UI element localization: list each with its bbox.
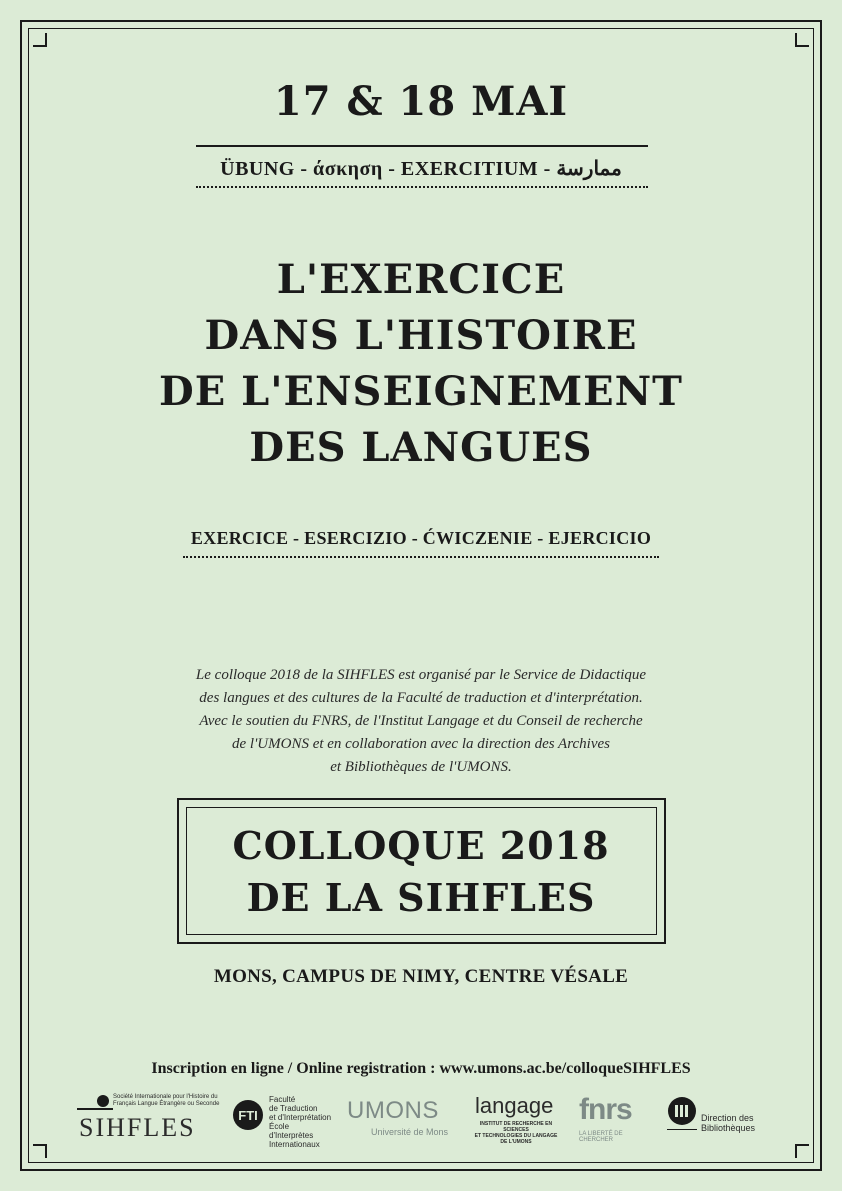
logo-text: Faculté — [269, 1095, 296, 1104]
fti-emblem-icon — [231, 1097, 265, 1133]
logo-subtitle: Français Langue Étrangère ou Seconde — [113, 1101, 220, 1107]
page-border-inner — [28, 28, 814, 1163]
logo-name: UMONS — [347, 1097, 439, 1124]
logo-name: SIHFLES — [79, 1113, 196, 1142]
sihfles-icon — [75, 1093, 115, 1115]
logo-text: de Traduction — [269, 1104, 318, 1113]
corner-ornament — [33, 33, 47, 47]
title-line: DE L'ENSEIGNEMENT — [159, 368, 683, 415]
logo-name: langage — [475, 1093, 554, 1118]
description-line: de l'UMONS et en collaboration avec la direction des Archives — [232, 736, 610, 752]
title-line: DES LANGUES — [249, 424, 593, 471]
description-line: Le colloque 2018 de la SIHFLES est organisé par le Service de Didactique — [195, 667, 647, 683]
description-line: des langues et des cultures de la Faculté de traduction et d'interprétation. — [199, 690, 643, 706]
logo-subtitle: ET TECHNOLOGIES DU LANGAGE — [474, 1133, 558, 1139]
page-title — [0, 252, 842, 476]
sponsor-logos — [75, 1093, 775, 1149]
event-date: 17 & 18 MAI — [273, 78, 569, 125]
title-line: L'EXERCICE — [276, 256, 566, 303]
logo-text: et d'Interprétation — [269, 1113, 332, 1122]
description — [0, 664, 842, 779]
languages-bottom: EXERCICE - ESERCIZIO - ĆWICZENIE - EJERCICIO — [190, 528, 652, 548]
divider-dotted — [196, 186, 648, 188]
library-icon — [667, 1096, 697, 1126]
description-line: Avec le soutien du FNRS, de l'Institut Langage et du Conseil de recherche — [199, 713, 643, 729]
logo-subtitle: Société Internationale pour l'Histoire du — [113, 1094, 218, 1100]
logo-subtitle: INSTITUT DE RECHERCHE EN SCIENCES — [479, 1121, 553, 1133]
logo-text: École d'Interprètes — [269, 1122, 314, 1140]
logo-name: fnrs — [579, 1093, 632, 1126]
registration-link[interactable]: Inscription en ligne / Online registration : www.umons.ac.be/colloqueSIHFLES — [151, 1060, 691, 1077]
logo-langage — [473, 1093, 563, 1143]
corner-ornament — [795, 1144, 809, 1158]
logo-fnrs — [575, 1093, 655, 1143]
logo-umons — [347, 1093, 457, 1143]
logo-subtitle: Université de Mons — [371, 1127, 449, 1137]
colloque-line: DE LA SIHFLES — [246, 875, 596, 920]
languages-top: ÜBUNG - άσκηση - EXERCITIUM - ممارسة — [220, 158, 622, 180]
svg-text:FTI: FTI — [238, 1108, 258, 1123]
logo-subtitle: DE L'UMONS — [500, 1139, 532, 1145]
description-line: et Bibliothèques de l'UMONS. — [330, 759, 512, 775]
logo-bibliotheques — [667, 1093, 777, 1143]
corner-ornament — [795, 33, 809, 47]
divider-dotted — [183, 556, 659, 558]
divider-line — [196, 145, 648, 147]
logo-subtitle: LA LIBERTÉ DE CHERCHER — [579, 1131, 623, 1143]
event-location: MONS, CAMPUS DE NIMY, CENTRE VÉSALE — [213, 966, 629, 987]
corner-ornament — [33, 1144, 47, 1158]
title-line: DANS L'HISTOIRE — [204, 312, 638, 359]
logo-text: Bibliothèques — [701, 1123, 756, 1133]
colloque-line: COLLOQUE 2018 — [232, 823, 610, 868]
logo-text: Internationaux — [269, 1140, 320, 1149]
logo-underline — [667, 1129, 697, 1130]
logo-sihfles — [75, 1093, 220, 1143]
logo-text: Direction des — [701, 1113, 754, 1123]
colloque-title — [0, 820, 842, 924]
logo-fti — [231, 1093, 332, 1149]
